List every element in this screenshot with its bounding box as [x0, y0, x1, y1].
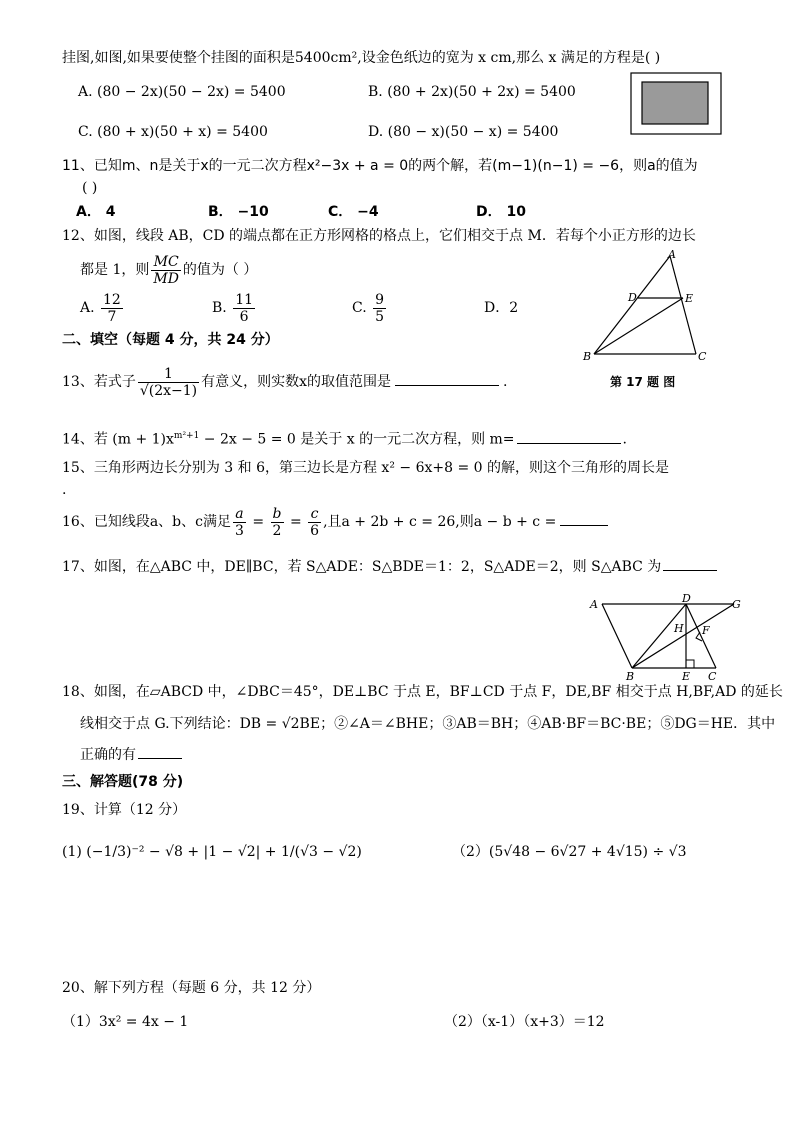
q18-line2: 线相交于点 G.下列结论：DB = √2BE；②∠A＝∠BHE；③AB＝BH；④AB·BF＝BC·BE；⑤DG＝HE．其中 — [80, 716, 776, 732]
q16-f3-num: c — [308, 506, 321, 523]
q10-stem: 挂图,如图,如果要使整个挂图的面积是5400cm²,设金色纸边的宽为 x cm,那么 x 满足的方程是( ) — [62, 50, 661, 66]
q12-c-label: C. — [352, 300, 367, 316]
q14-exponent: m²+1 — [173, 431, 200, 441]
fig18-label-g: G — [732, 598, 741, 611]
q13-answer-blank[interactable] — [395, 371, 499, 386]
q18-line3 — [80, 744, 182, 765]
q16-eq1: = — [247, 514, 269, 530]
q12-stem2-pre: 都是 1，则 — [80, 262, 150, 278]
q12-b-label: B. — [212, 300, 227, 316]
q19-title: 19、计算（12 分） — [62, 802, 187, 818]
q18-line3-text: 正确的有 — [80, 747, 136, 763]
q11-option-b: B． −10 — [208, 204, 269, 220]
q14-end: . — [622, 431, 627, 448]
q13-fraction — [138, 366, 199, 399]
q12-option-b — [212, 290, 257, 326]
q13-post: 有意义，则实数x的取值范围是 — [201, 374, 392, 390]
q11-stem: 11、已知m、n是关于x的一元二次方程x²−3x + a = 0的两个解，若(m−1)(n−1) = −6，则a的值为 — [62, 158, 698, 174]
q10-option-b: B. (80 + 2x)(50 + 2x) = 5400 — [368, 84, 576, 100]
q17-text: 17、如图，在△ABC 中，DE∥BC，若 S△ADE：S△BDE＝1：2，S△ADE＝2，则 S△ABC 为 — [62, 559, 662, 575]
q11-paren: ( ) — [82, 180, 98, 196]
q12-a-num: 12 — [103, 291, 121, 308]
q12-a-frac — [101, 292, 123, 325]
q12-option-c — [352, 290, 388, 326]
q19-part2: （2）(5√48 − 6√27 + 4√15) ÷ √3 — [452, 844, 687, 860]
q14-mid: − 2x − 5 = 0 是关于 x 的一元二次方程，则 m= — [199, 431, 515, 448]
q13-pre: 13、若式子 — [62, 374, 136, 390]
q20-title: 20、解下列方程（每题 6 分，共 12 分） — [62, 980, 321, 996]
q16-f1-num: a — [233, 506, 246, 523]
q19-part1: (1) (−1/3)⁻² − √8 + |1 − √2| + 1/(√3 − √2) — [62, 844, 362, 860]
q11-option-c: C． −4 — [328, 204, 379, 220]
q16-post: ,且a + 2b + c = 26,则a − b + c = — [323, 514, 557, 530]
q12-b-frac — [233, 292, 255, 325]
q14-answer-blank[interactable] — [517, 429, 621, 444]
fig17-caption: 第 17 题 图 — [610, 375, 676, 389]
fig17-label-b: B — [583, 350, 592, 363]
q16-f1-den: 3 — [234, 522, 244, 539]
q16-f2-den: 2 — [272, 522, 282, 539]
q14 — [62, 426, 627, 450]
q12-stem-line2 — [80, 252, 257, 288]
q16-eq2: = — [285, 514, 307, 530]
q11-option-a: A． 4 — [76, 204, 116, 220]
q13 — [62, 362, 507, 402]
q10-option-c: C. (80 + x)(50 + x) = 5400 — [78, 124, 268, 140]
q12-c-num: 9 — [375, 291, 385, 308]
q12-fraction — [151, 254, 181, 287]
q12-a-den: 7 — [107, 308, 117, 325]
q16-f3-den: 6 — [310, 522, 320, 539]
q12-c-frac — [373, 292, 386, 325]
q12-stem2-post: 的值为（ ） — [182, 262, 258, 278]
q15-line2: . — [62, 482, 67, 498]
fig17-label-a: A — [668, 248, 676, 261]
q16-frac2 — [271, 506, 284, 539]
q12-a-label: A. — [80, 300, 95, 316]
fig18-label-f: F — [702, 624, 710, 637]
q16-frac1 — [233, 506, 246, 539]
q12-frac-den: MD — [153, 270, 179, 287]
fig18-label-d: D — [682, 592, 691, 605]
q15-line1: 15、三角形两边长分别为 3 和 6，第三边长是方程 x² − 6x+8 = 0 的解，则这个三角形的周长是 — [62, 460, 669, 476]
q12-b-den: 6 — [239, 308, 249, 325]
q20-part2: （2）（x-1）（x+3）＝12 — [444, 1014, 605, 1030]
q17 — [62, 556, 717, 577]
q10-option-a: A. (80 − 2x)(50 − 2x) = 5400 — [78, 84, 286, 100]
q10-option-d: D. (80 − x)(50 − x) = 5400 — [368, 124, 559, 140]
q18-answer-blank[interactable] — [138, 744, 182, 759]
q10-hanging-picture-figure — [630, 72, 724, 136]
fig18-label-e: E — [682, 670, 691, 683]
fig17-label-c: C — [698, 350, 707, 363]
q12-option-a — [80, 290, 125, 326]
q12-stem: 12、如图，线段 AB，CD 的端点都在正方形网格的格点上，它们相交于点 M．若每个小正方形的边长 — [62, 228, 696, 244]
q16-frac3 — [308, 506, 321, 539]
q12-frac-num: MC — [151, 254, 181, 271]
q20-part1: （1）3x² = 4x − 1 — [62, 1014, 189, 1030]
fig17-label-d: D — [628, 291, 637, 304]
fig18-label-h: H — [674, 622, 684, 635]
fig18-parallelogram-figure — [586, 592, 756, 684]
fig18-label-c: C — [708, 670, 717, 683]
q13-end: . — [503, 374, 508, 390]
section2-heading: 二、填空（每题 4 分，共 24 分） — [62, 332, 279, 348]
section3-heading: 三、解答题(78 分) — [62, 774, 184, 790]
q16 — [62, 504, 608, 540]
fig18-label-b: B — [626, 670, 635, 683]
fig17-label-e: E — [685, 292, 694, 305]
q18-line1: 18、如图，在▱ABCD 中，∠DBC＝45°，DE⊥BC 于点 E，BF⊥CD 于点 F，DE,BF 相交于点 H,BF,AD 的延长 — [62, 684, 783, 700]
q12-b-num: 11 — [235, 291, 254, 308]
q12-c-den: 5 — [375, 308, 385, 325]
fig18-label-a: A — [590, 598, 598, 611]
q16-answer-blank[interactable] — [560, 511, 608, 526]
q16-f2-num: b — [272, 505, 282, 522]
q13-frac-den: √(2x−1) — [139, 382, 198, 399]
q14-pre: 14、若 (m + 1)x — [62, 431, 174, 448]
q11-option-d: D． 10 — [476, 204, 526, 220]
fig17-triangle-figure — [580, 248, 710, 368]
q12-option-d: D．2 — [484, 300, 519, 316]
q13-frac-num: 1 — [138, 366, 199, 383]
q16-pre: 16、已知线段a、b、c满足 — [62, 514, 231, 530]
q17-answer-blank[interactable] — [663, 556, 717, 571]
